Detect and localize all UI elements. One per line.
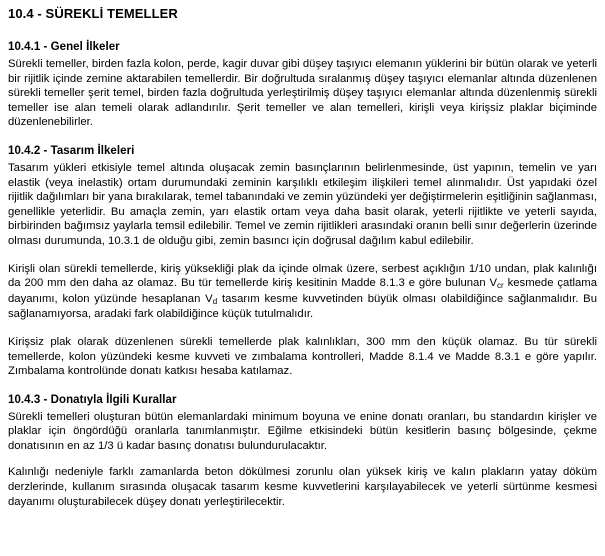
page-title: 10.4 - SÜREKLİ TEMELLER: [8, 6, 178, 21]
spacer: [8, 22, 597, 40]
section-10-4-2-paragraph-2: [8, 262, 597, 322]
subscript-vd: d: [212, 296, 218, 306]
spacer: [8, 249, 597, 262]
section-10-4-3-paragraph-1: Sürekli temelleri oluşturan bütün elemanlardaki minimum boyuna ve enine donatı oranları, bu standardın kirişler ve plaklar için öngördüğü oranlarla tanımlanmıştır. Eğilme etkisindeki bütün kesitlerin basınç bölgesinde, çekme donatısının en az 1/3 ü kadar basınç donatısı bulundurulacaktır.: [8, 410, 597, 452]
spacer: [8, 453, 597, 465]
section-heading-10-4-3: 10.4.3 - Donatıyla İlgili Kurallar: [8, 393, 177, 406]
paragraph-text-part-2: kesmede çatlama dayanımı, kolon yüzünde hesaplanan V: [8, 277, 597, 305]
paragraph-text-part-3: tasarım kesme kuvvetinden büyük olması olabildiğince sağlanmalıdır. Bu sağlanamıyorsa, aradaki fark olabildiğince küçük tutulmalıdır.: [8, 292, 597, 321]
section-heading-10-4-1: 10.4.1 - Genel İlkeler: [8, 41, 120, 53]
section-10-4-1-paragraph-1: Sürekli temeller, birden fazla kolon, perde, kagir duvar gibi düşey taşıyıcı elemanın yüklerini bir bütün olarak ve yeterli bir rijitlik içinde zemine aktarabilen temellerdir. Bir doğrultuda sıralanmış düşey taşıyıcı elemanlar altında düzenlenen sürekli temeller şerit temel, birden fazla doğrultuda yerleştirilmiş düşey taşıyıcı elemanlar altında düzenlenmiş sürekli temeller ise alan temeli olarak adlandırılır. Şerit temeller ve alan temelleri, kirişli veya kirişsiz plaklar biçiminde düzenlenebilirler.: [8, 58, 597, 129]
section-heading-10-4-2: 10.4.2 - Tasarım İlkeleri: [8, 144, 135, 157]
section-10-4-2-paragraph-1: Tasarım yükleri etkisiyle temel altında oluşacak zemin basınçlarının belirlenmesinde, üst yapının, temelin ve yarı elastik (veya inelastik) ortam durumundaki zeminin karşılıklı etkileşim ilişkileri temel alınmalıdır. Üst yapıdaki özel rijitlik dağılımları bir yana bırakılarak, temel tabanındaki ve zemin yüzündeki yer değiştirmelerin eşitliğinin sağlanması, genellikle yeterlidir. Bu amaçla zemin, yarı elastik ortam veya daha basit olarak, yeterli rijitlikte ve yeterli sayıda, birbirinden bağımsız yaylarla temsil edilebilir. Temel ve zemin rijitlikleri arasındaki oranın belli sınır değerlerin üzerinde olması durumunda, 10.3.1 de olduğu gibi, zemin basıncı için doğrusal dağılım kabul edilebilir.: [8, 161, 597, 247]
spacer: [8, 130, 597, 144]
section-10-4-3-paragraph-2: Kalınlığı nedeniyle farklı zamanlarda beton dökülmesi zorunlu olan yüksek kiriş ve kalın plakların yatay döküm derzlerinde, kullanım sırasında oluşacak tasarım kesme kuvvetlerini karşılayabilecek ve yeterli sürtünme kesmesi dayanımı oluşturabilecek düşey donatı yerleştirilecektir.: [8, 466, 597, 508]
spacer: [8, 379, 597, 393]
paragraph-text-part-1: Kirişli olan sürekli temellerde, kiriş yüksekliği plak da içinde olmak üzere, serbest açıklığın 1/10 undan, plak kalınlığı da 200 mm den daha az olamaz. Bu tür temellerde kiriş kesitinin Madde 8.1.3 e göre bulunan V: [8, 262, 597, 290]
section-10-4-2-paragraph-3: Kirişsiz plak olarak düzenlenen sürekli temellerde plak kalınlıkları, 300 mm den küçük olamaz. Bu tür sürekli temellerde, kolon yüzündeki kesme kuvveti ve zımbalama kontrolleri, Madde 8.1.4 ve Madde 8.3.1 e göre yapılır. Zımbalama kontrolünde donatı katkısı hesaba katılamaz.: [8, 335, 597, 378]
subscript-vcr: cr: [497, 281, 504, 291]
spacer: [8, 322, 597, 335]
